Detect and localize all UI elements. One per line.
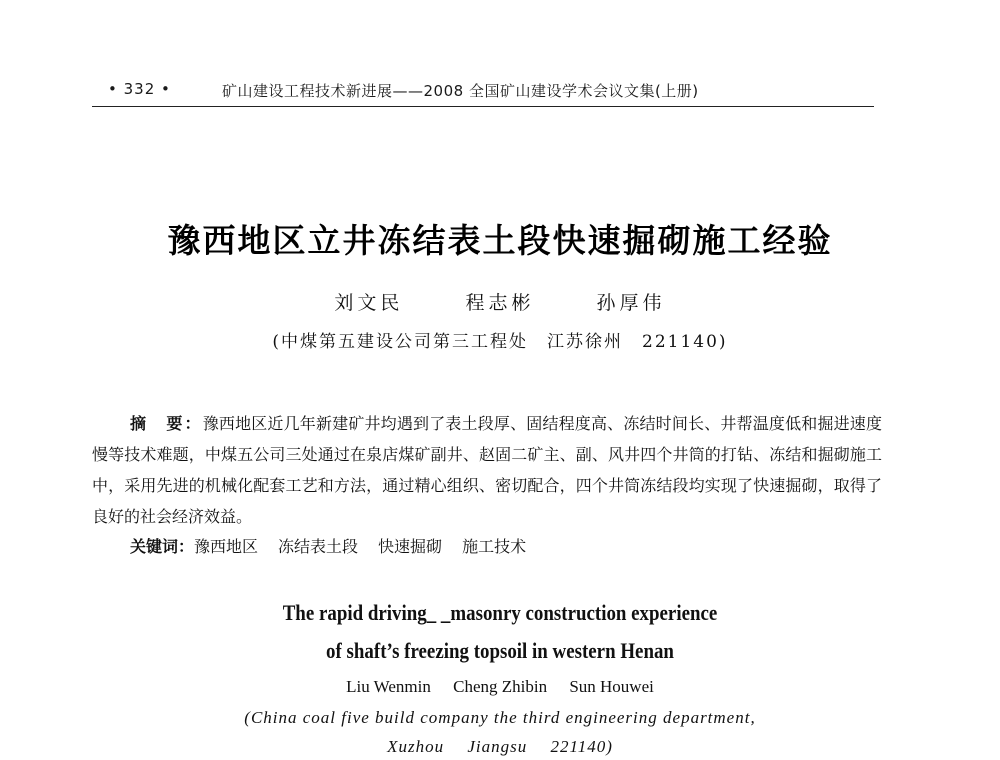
english-affiliation-line-1: (China coal five build company the third engineering department, [244, 708, 756, 727]
keywords [130, 534, 870, 557]
paper-title: 豫西地区立井冻结表土段快速掘砌施工经验 [167, 221, 833, 260]
running-title: 矿山建设工程技术新进展——2008 全国矿山建设学术会议文集(上册) [222, 82, 699, 100]
author-name: 孙厚伟 [596, 292, 666, 314]
page-number: • 332 • [108, 80, 171, 98]
english-author-name: Liu Wenmin [346, 677, 431, 696]
english-title-line-2: of shaft’s freezing topsoil in western Henan [326, 638, 674, 663]
abstract-label: 摘 要： [130, 414, 203, 433]
keyword: 冻结表土段 [278, 537, 359, 556]
author-list [0, 288, 1000, 315]
english-affiliation-line-2: Xuzhou Jiangsu 221140) [387, 737, 613, 756]
header-rule [92, 106, 874, 107]
running-header [92, 76, 874, 108]
author-name: 刘文民 [334, 292, 404, 314]
author-name: 程志彬 [465, 292, 535, 314]
english-author-list [0, 677, 1000, 697]
english-author-name: Cheng Zhibin [453, 677, 548, 696]
abstract-text: 豫西地区近几年新建矿井均遇到了表土段厚、固结程度高、冻结时间长、井帮温度低和掘进速度慢等技术难题，中煤五公司三处通过在泉店煤矿副井、赵固二矿主、副、风井四个井筒的打钻、冻结和掘砌施工中，采用先进的机械化配套工艺和方法，通过精心组织、密切配合，四个井筒冻结段均实现了快速掘砌，取得了良好的社会经济效益。 [92, 414, 882, 526]
keywords-label: 关键词： [130, 537, 195, 556]
english-title-line-1: The rapid driving_ _masonry construction experience [282, 600, 718, 625]
abstract [92, 408, 882, 532]
keyword: 施工技术 [462, 537, 527, 556]
keyword: 豫西地区 [194, 537, 259, 556]
affiliation: (中煤第五建设公司第三工程处 江苏徐州 221140) [272, 332, 728, 352]
keyword: 快速掘砌 [378, 537, 443, 556]
english-author-name: Sun Houwei [569, 677, 654, 696]
